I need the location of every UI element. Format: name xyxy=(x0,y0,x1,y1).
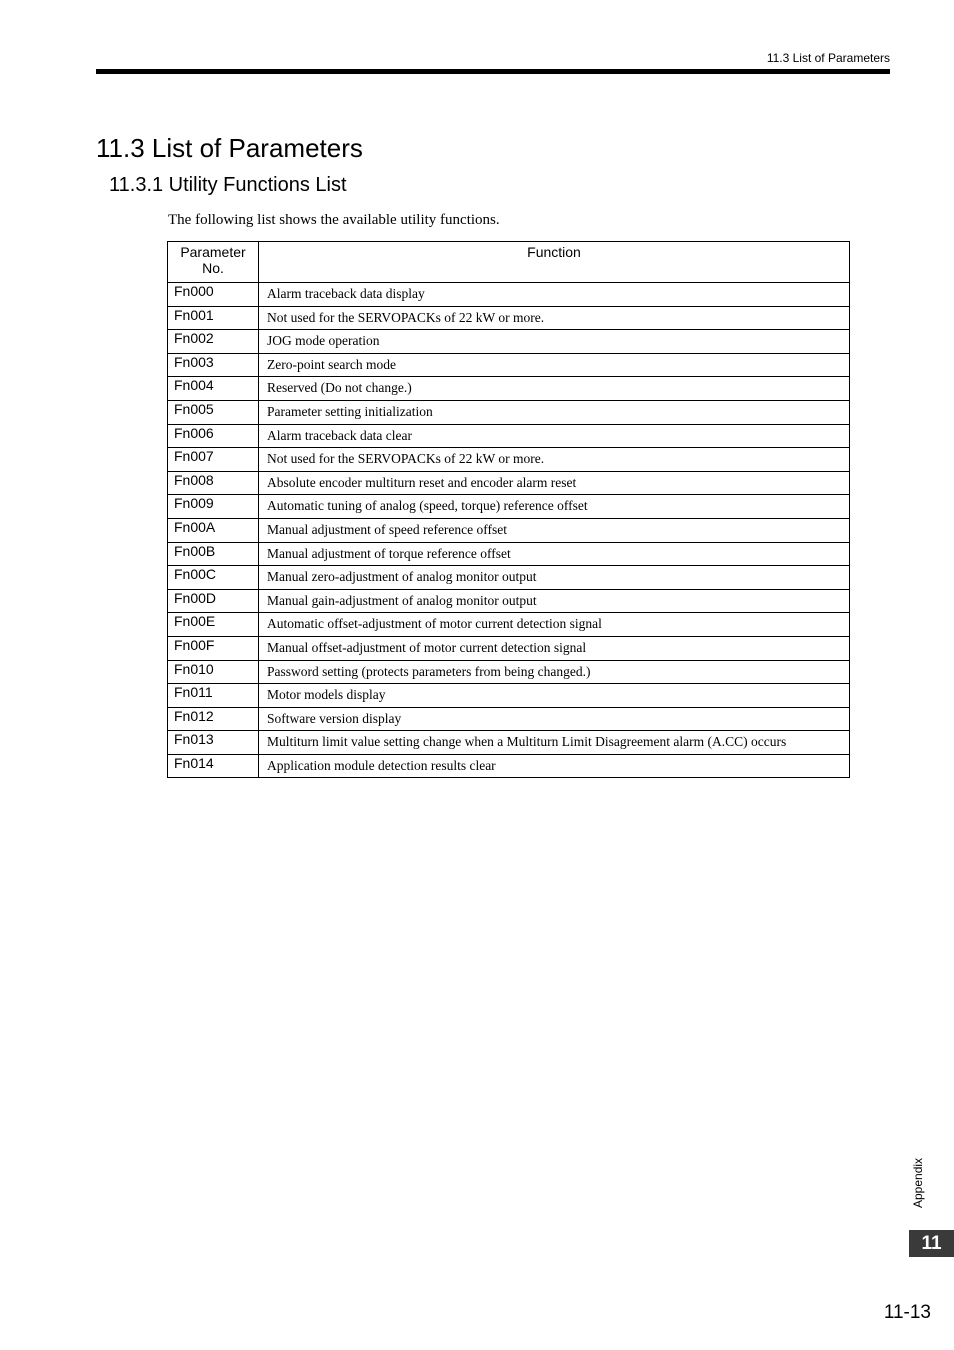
table-row xyxy=(168,566,850,590)
section-title: 11.3 List of Parameters xyxy=(96,133,363,163)
function-description-cell: Automatic offset-adjustment of motor current detection signal xyxy=(259,613,850,637)
table-row xyxy=(168,448,850,472)
function-description-cell: Manual zero-adjustment of analog monitor output xyxy=(259,566,850,590)
parameter-number-cell: Fn012 xyxy=(168,707,259,731)
table-row xyxy=(168,754,850,778)
function-description-cell: Manual adjustment of torque reference offset xyxy=(259,542,850,566)
function-description-cell: Absolute encoder multiturn reset and encoder alarm reset xyxy=(259,471,850,495)
function-description-cell: Reserved (Do not change.) xyxy=(259,377,850,401)
parameter-number-cell: Fn005 xyxy=(168,400,259,424)
function-description-cell: Alarm traceback data clear xyxy=(259,424,850,448)
table-row xyxy=(168,731,850,755)
function-description-cell: Application module detection results clear xyxy=(259,754,850,778)
function-description-cell: Alarm traceback data display xyxy=(259,283,850,307)
function-description-cell: Password setting (protects parameters from being changed.) xyxy=(259,660,850,684)
table-row xyxy=(168,471,850,495)
table-row xyxy=(168,400,850,424)
table-row xyxy=(168,636,850,660)
parameter-number-cell: Fn013 xyxy=(168,731,259,755)
subsection-title: 11.3.1 Utility Functions List xyxy=(109,174,347,196)
function-description-cell: Zero-point search mode xyxy=(259,353,850,377)
parameter-number-cell: Fn001 xyxy=(168,306,259,330)
table-row xyxy=(168,353,850,377)
parameter-number-cell: Fn002 xyxy=(168,330,259,354)
page-number: 11-13 xyxy=(883,1302,931,1323)
running-header: 11.3 List of Parameters xyxy=(766,51,890,65)
table-row xyxy=(168,330,850,354)
table-row xyxy=(168,306,850,330)
function-description-cell: Automatic tuning of analog (speed, torque) reference offset xyxy=(259,495,850,519)
parameter-number-cell: Fn010 xyxy=(168,660,259,684)
parameter-number-cell: Fn007 xyxy=(168,448,259,472)
table-header-row xyxy=(168,242,850,283)
header-rule xyxy=(96,69,890,74)
parameter-number-cell: Fn00E xyxy=(168,613,259,637)
side-label-appendix: Appendix xyxy=(911,1157,925,1208)
table-row xyxy=(168,613,850,637)
function-description-cell: Motor models display xyxy=(259,684,850,708)
column-header-parameter: Parameter No. xyxy=(168,242,259,283)
parameter-number-cell: Fn008 xyxy=(168,471,259,495)
function-description-cell: Manual adjustment of speed reference offset xyxy=(259,518,850,542)
parameter-number-cell: Fn00F xyxy=(168,636,259,660)
table-row xyxy=(168,660,850,684)
table-row xyxy=(168,495,850,519)
utility-functions-table xyxy=(167,241,850,778)
function-description-cell: Manual gain-adjustment of analog monitor output xyxy=(259,589,850,613)
table-row xyxy=(168,518,850,542)
parameter-number-cell: Fn00A xyxy=(168,518,259,542)
parameter-number-cell: Fn00B xyxy=(168,542,259,566)
table-row xyxy=(168,707,850,731)
table-row xyxy=(168,424,850,448)
parameter-number-cell: Fn014 xyxy=(168,754,259,778)
parameter-number-cell: Fn00C xyxy=(168,566,259,590)
intro-text: The following list shows the available utility functions. xyxy=(168,212,500,228)
function-description-cell: Multiturn limit value setting change when a Multiturn Limit Disagreement alarm (A.CC) occurs xyxy=(259,731,850,755)
parameter-number-cell: Fn006 xyxy=(168,424,259,448)
table-row xyxy=(168,542,850,566)
parameter-number-cell: Fn011 xyxy=(168,684,259,708)
function-description-cell: Parameter setting initialization xyxy=(259,400,850,424)
parameter-number-cell: Fn009 xyxy=(168,495,259,519)
function-description-cell: Software version display xyxy=(259,707,850,731)
table-row xyxy=(168,589,850,613)
table-row xyxy=(168,377,850,401)
table-row xyxy=(168,684,850,708)
chapter-tab: 11 xyxy=(909,1230,954,1257)
function-description-cell: Manual offset-adjustment of motor current detection signal xyxy=(259,636,850,660)
function-description-cell: JOG mode operation xyxy=(259,330,850,354)
function-description-cell: Not used for the SERVOPACKs of 22 kW or more. xyxy=(259,448,850,472)
parameter-number-cell: Fn00D xyxy=(168,589,259,613)
parameter-number-cell: Fn000 xyxy=(168,283,259,307)
column-header-function: Function xyxy=(259,242,850,283)
function-description-cell: Not used for the SERVOPACKs of 22 kW or more. xyxy=(259,306,850,330)
parameter-number-cell: Fn003 xyxy=(168,353,259,377)
table-body xyxy=(168,283,850,778)
parameter-number-cell: Fn004 xyxy=(168,377,259,401)
table-row xyxy=(168,283,850,307)
